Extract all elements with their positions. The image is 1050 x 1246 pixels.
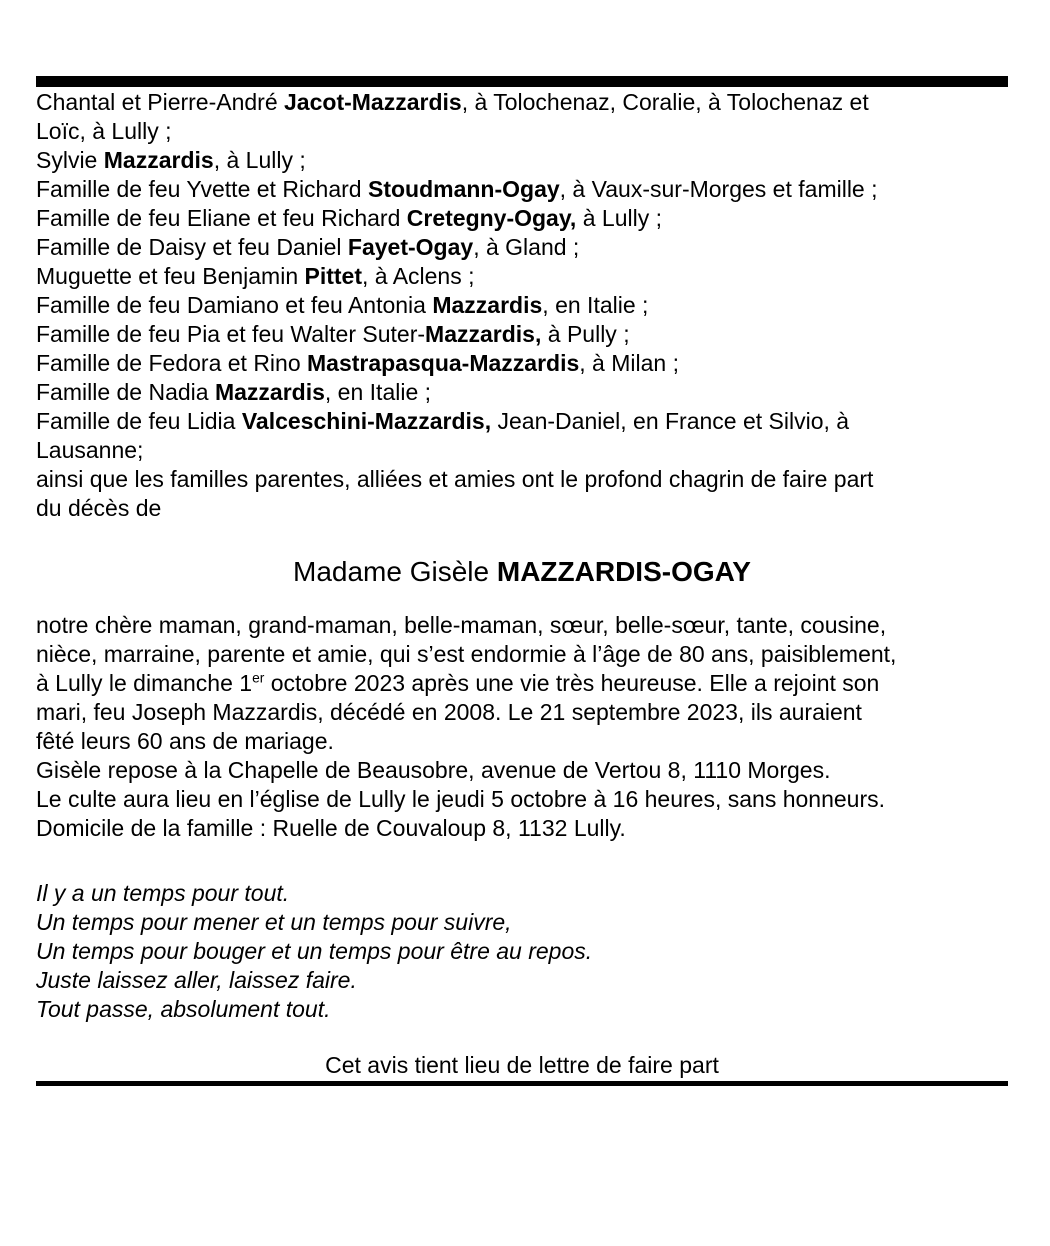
text-segment: fêté leurs 60 ans de mariage. (36, 728, 334, 754)
body-line (36, 669, 1008, 698)
text-segment: Famille de feu Yvette et Richard (36, 176, 368, 202)
body-line (36, 698, 1008, 727)
family-list (36, 88, 1008, 523)
family-line (36, 407, 1008, 436)
text-segment: , à Vaux-sur-Morges et famille ; (559, 176, 878, 202)
poem-line: Un temps pour mener et un temps pour suivre, (36, 909, 512, 935)
family-line (36, 378, 1008, 407)
poem-line: Juste laissez aller, laissez faire. (36, 967, 357, 993)
text-segment: nièce, marraine, parente et amie, qui s’est endormie à l’âge de 80 ans, paisiblement, (36, 641, 897, 667)
body-line (36, 611, 1008, 640)
family-line (36, 88, 1008, 117)
text-segment: Madame Gisèle (293, 556, 497, 587)
text-segment: notre chère maman, grand-maman, belle-maman, sœur, belle-sœur, tante, cousine, (36, 612, 887, 638)
family-line (36, 117, 1008, 146)
body-line (36, 785, 1008, 814)
bold-name-segment: Mazzardis (214, 379, 325, 405)
text-segment: , à Gland ; (473, 234, 580, 260)
body-line (36, 640, 1008, 669)
notice-body (36, 611, 1008, 843)
text-segment: Lausanne; (36, 437, 144, 463)
text-segment: Chantal et Pierre-André (36, 89, 285, 115)
family-line (36, 291, 1008, 320)
top-rule (36, 76, 1008, 87)
text-segment: , en Italie ; (542, 292, 649, 318)
family-line (36, 465, 1008, 494)
family-line (36, 146, 1008, 175)
text-segment: Famille de Nadia (36, 379, 215, 405)
text-segment: Loïc, à Lully ; (36, 118, 172, 144)
body-line (36, 756, 1008, 785)
text-segment: Gisèle repose à la Chapelle de Beausobre, avenue de Vertou 8, 1110 Morges. (36, 757, 831, 783)
body-line (36, 814, 1008, 843)
family-line (36, 262, 1008, 291)
family-line (36, 349, 1008, 378)
text-segment: , à Tolochenaz, Coralie, à Tolochenaz et (461, 89, 869, 115)
text-segment: à Pully ; (541, 321, 630, 347)
bold-name-segment: Mazzardis (103, 147, 214, 173)
text-segment: Famille de Fedora et Rino (36, 350, 308, 376)
family-line (36, 436, 1008, 465)
family-line (36, 494, 1008, 523)
superscript-segment: er (252, 670, 265, 686)
text-segment: Famille de Daisy et feu Daniel (36, 234, 348, 260)
bold-name-segment: Mazzardis (432, 292, 543, 318)
text-segment: Famille de feu Eliane et feu Richard (36, 205, 407, 231)
bold-name-segment: Valceschini-Mazzardis, (241, 408, 492, 434)
bold-name-segment: Cretegny-Ogay, (406, 205, 577, 231)
text-segment: Jean-Daniel, en France et Silvio, à (491, 408, 850, 434)
text-segment: Le culte aura lieu en l’église de Lully le jeudi 5 octobre à 16 heures, sans honneurs. (36, 786, 886, 812)
family-line (36, 204, 1008, 233)
farewell-poem (36, 879, 1008, 1024)
body-line (36, 727, 1008, 756)
text-segment: du décès de (36, 495, 162, 521)
bottom-rule (36, 1081, 1008, 1086)
deceased-name-title (36, 556, 1008, 588)
text-segment: ainsi que les familles parentes, alliées et amies ont le profond chagrin de faire part (36, 466, 874, 492)
footer-note: Cet avis tient lieu de lettre de faire part (325, 1052, 719, 1078)
bold-name-segment: Stoudmann-Ogay (367, 176, 560, 202)
text-segment: Famille de feu Pia et feu Walter Suter- (36, 321, 426, 347)
family-line (36, 175, 1008, 204)
text-segment: , à Aclens ; (362, 263, 475, 289)
text-segment: à Lully le dimanche 1 (36, 670, 253, 696)
text-segment: Muguette et feu Benjamin (36, 263, 305, 289)
text-segment: Sylvie (36, 147, 104, 173)
family-line (36, 233, 1008, 262)
text-segment: octobre 2023 après une vie très heureuse. Elle a rejoint son (264, 670, 880, 696)
text-segment: mari, feu Joseph Mazzardis, décédé en 2008. Le 21 septembre 2023, ils auraient (36, 699, 862, 725)
text-segment: Famille de feu Damiano et feu Antonia (36, 292, 433, 318)
notice-content (36, 76, 1008, 1086)
bold-name-segment: Fayet-Ogay (347, 234, 474, 260)
text-segment: Domicile de la famille : Ruelle de Couvaloup 8, 1132 Lully. (36, 815, 626, 841)
bold-name-segment: Mazzardis, (425, 321, 542, 347)
family-line (36, 320, 1008, 349)
poem-line: Il y a un temps pour tout. (36, 880, 290, 906)
bold-name-segment: MAZZARDIS-OGAY (496, 556, 751, 587)
text-segment: , en Italie ; (324, 379, 432, 405)
text-segment: , à Milan ; (579, 350, 679, 376)
bold-name-segment: Jacot-Mazzardis (284, 89, 462, 115)
poem-line: Tout passe, absolument tout. (36, 996, 331, 1022)
death-notice-page (0, 76, 1050, 1246)
text-segment: Famille de feu Lidia (36, 408, 242, 434)
text-segment: à Lully ; (576, 205, 662, 231)
bold-name-segment: Pittet (304, 263, 362, 289)
text-segment: , à Lully ; (213, 147, 306, 173)
poem-line: Un temps pour bouger et un temps pour être au repos. (36, 938, 593, 964)
bold-name-segment: Mastrapasqua-Mazzardis (307, 350, 580, 376)
